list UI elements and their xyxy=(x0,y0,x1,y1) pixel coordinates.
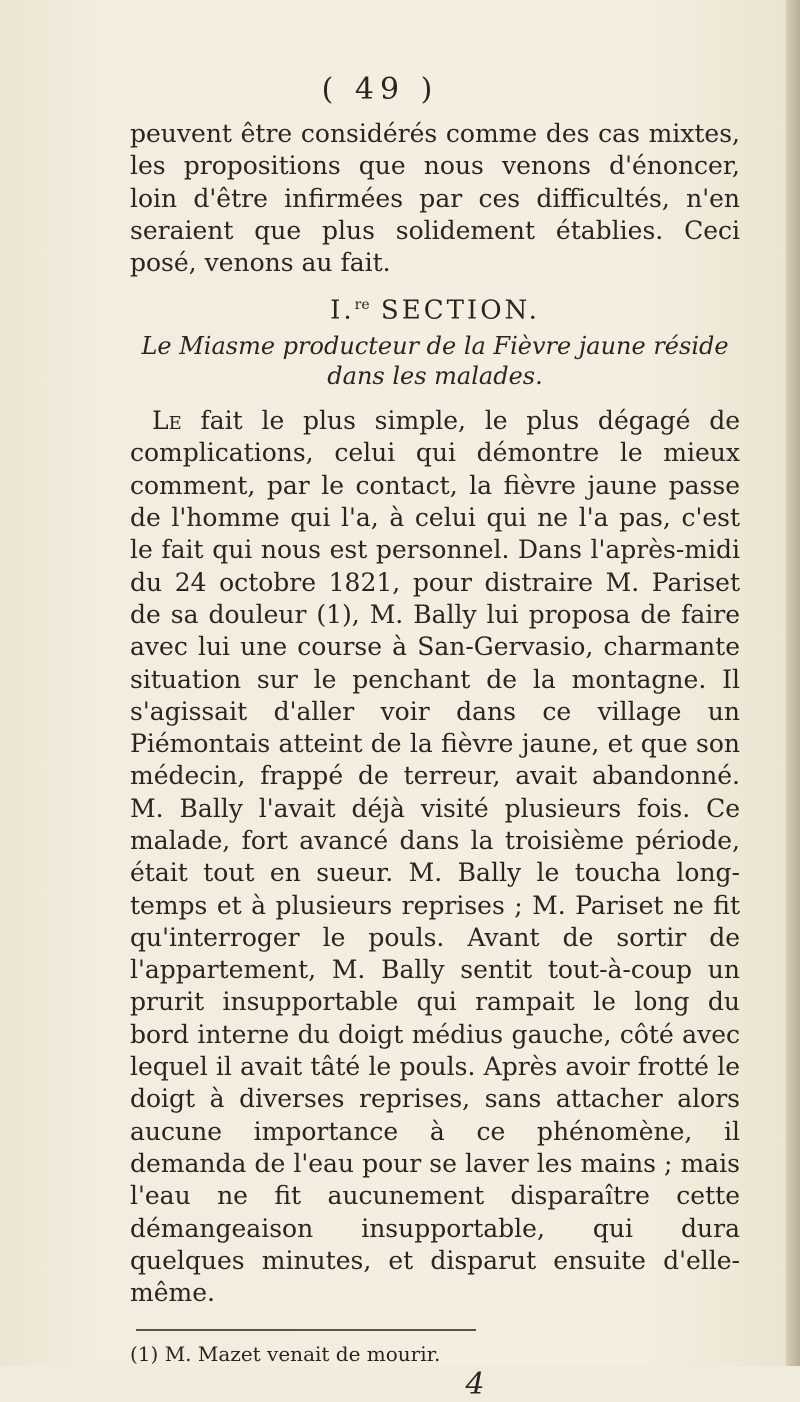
footnote: (1) M. Mazet venait de mourir. xyxy=(130,1342,441,1367)
page-text xyxy=(130,118,740,1401)
section-number: I. xyxy=(330,296,355,327)
page-edge xyxy=(786,0,800,1366)
signature-mark: 4 xyxy=(465,1367,485,1402)
section-title: SECTION. xyxy=(380,296,540,327)
intro-paragraph: peuvent être considérés comme des cas mixtes, les propositions que nous venons d'énoncer, loin d'être infirmées par ces difficultés, n'en seraient que plus solidement établies. Ceci posé, venons au fait. xyxy=(130,119,740,278)
body-paragraph xyxy=(130,405,740,1309)
body-lead-word: Le xyxy=(152,406,182,436)
section-number-suffix: re xyxy=(354,297,370,314)
section-heading xyxy=(130,289,740,327)
page-number: ( 49 ) xyxy=(321,72,439,107)
section-subtitle: Le Miasme producteur de la Fièvre jaune réside dans les malades. xyxy=(141,332,729,391)
body-text: fait le plus simple, le plus dégagé de complications, celui qui démontre le mieux comment, par le contact, la fièvre jaune passe de l'homme qui l'a, à celui qui ne l'a pas, c'est le fait qui nous est personnel. Dans l'après-midi du 24 octobre 1821, pour distraire M. Pariset de sa douleur (1), M. Bally lui proposa de faire avec lui une course à San-Gervasio, charmante situation sur le penchant de la montagne. Il s'agissait d'aller voir dans ce village un Piémontais atteint de la fièvre jaune, et que son médecin, frappé de terreur, avait abandonné. M. Bally l'avait déjà visité plusieurs fois. Ce malade, fort avancé dans la troisième période, était tout en sueur. M. Bally le toucha long-temps et à plusieurs reprises ; M. Pariset ne fit qu'interroger le pouls. Avant de sortir de l'appartement, M. Bally sentit tout-à-coup un prurit insupportable qui rampait le long du bord interne du doigt médius gauche, côté avec lequel il avait tâté le pouls. Après avoir frotté le doigt à diverses reprises, sans attacher alors aucune importance à ce phénomène, il demanda de l'eau pour se laver les mains ; mais l'eau ne fit aucunement disparaître cette démangeaison insupportable, qui dura quelques minutes, et disparut ensuite d'elle-même. xyxy=(130,406,740,1308)
footnote-rule xyxy=(136,1329,476,1331)
